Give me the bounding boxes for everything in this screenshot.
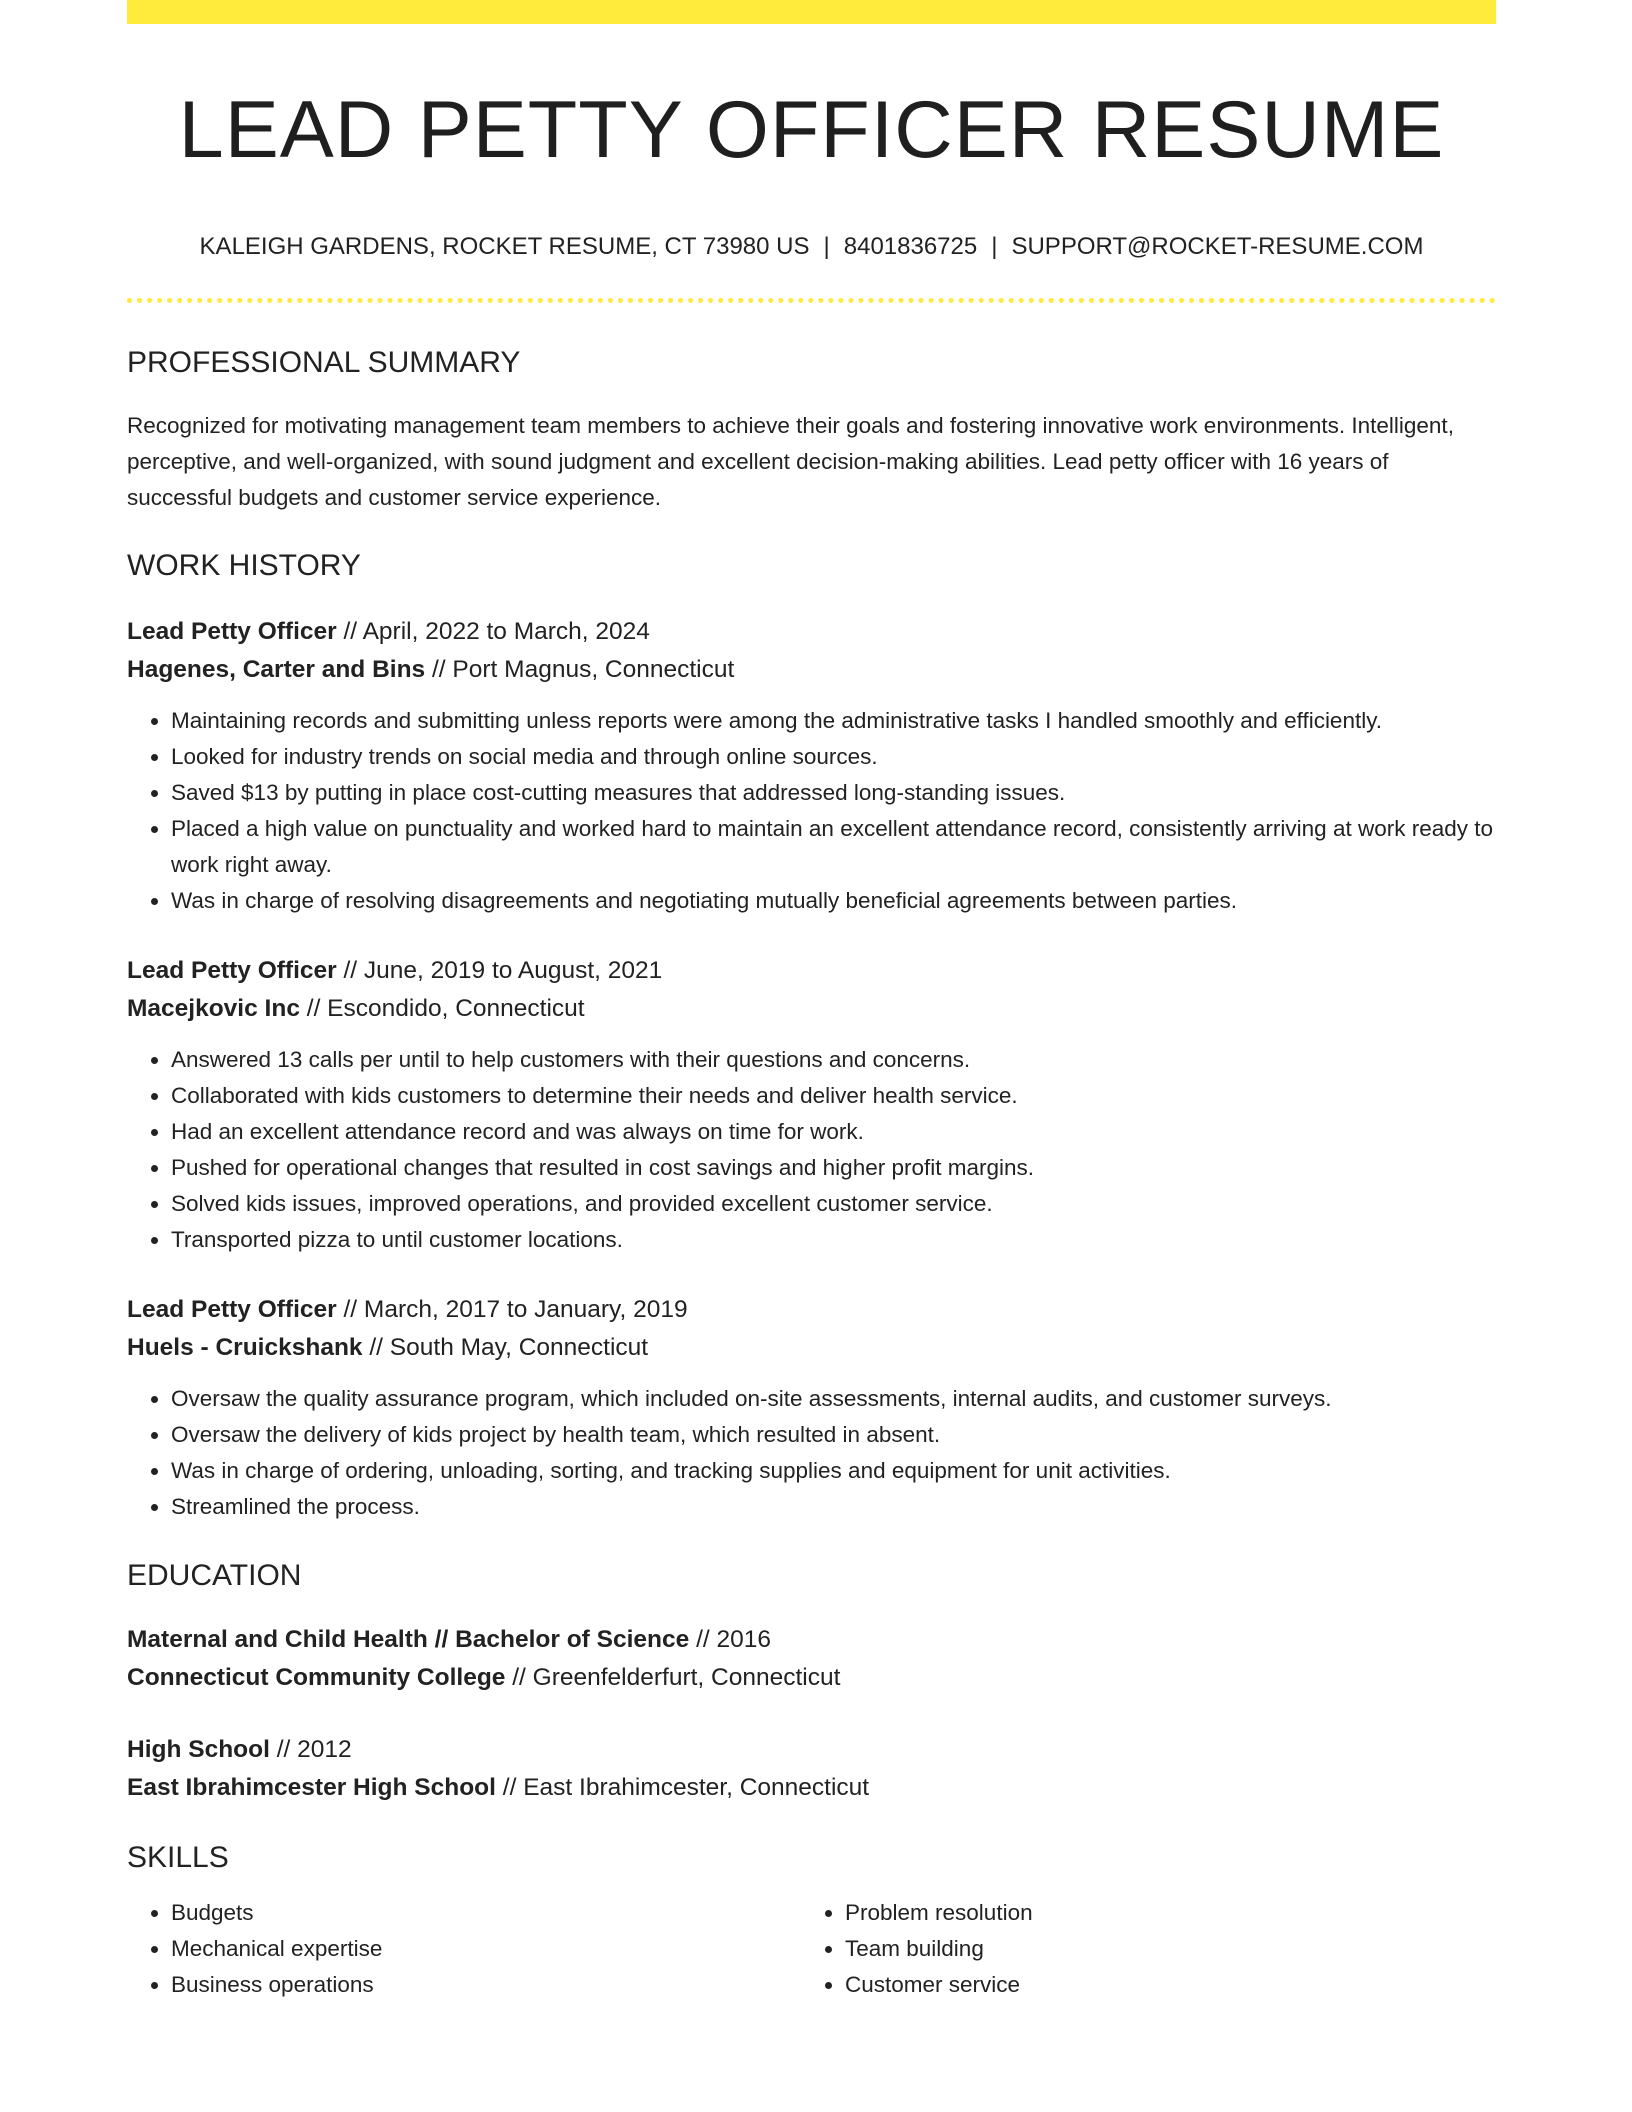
job-company-line [127, 1329, 1496, 1367]
education-location: // East Ibrahimcester, Connecticut [495, 1774, 870, 1802]
job-dates: // April, 2022 to March, 2024 [336, 618, 650, 646]
list-item: • Problem resolution [845, 1895, 1475, 1931]
job-location: // Escondido, Connecticut [299, 995, 585, 1023]
education-school: Connecticut Community College [127, 1664, 506, 1692]
education-year: // 2012 [269, 1736, 352, 1764]
contact-line [127, 235, 1496, 259]
job-company: Macejkovic Inc [127, 995, 300, 1023]
list-item: • Team building [845, 1931, 1475, 1967]
list-item: • Oversaw the delivery of kids project by health team, which resulted in absent. [171, 1417, 1496, 1453]
list-item: • Maintaining records and submitting unless reports were among the administrative tasks I handled smoothly and efficiently. [171, 703, 1496, 739]
list-item: • Streamlined the process. [171, 1489, 1496, 1525]
contact-email: SUPPORT@ROCKET-RESUME.COM [1011, 233, 1424, 261]
education-year: // 2016 [689, 1626, 772, 1654]
skills-column-right [801, 1895, 1475, 2003]
job-title: Lead Petty Officer [127, 957, 337, 985]
job-title-line [127, 952, 1496, 990]
skills-list [127, 1895, 1496, 2003]
job-entry [127, 952, 1496, 1258]
education-degree: Maternal and Child Health // Bachelor of Science [127, 1626, 690, 1654]
work-history-heading: WORK HISTORY [127, 549, 361, 583]
job-dates: // March, 2017 to January, 2019 [336, 1296, 688, 1324]
contact-phone: 8401836725 [843, 233, 978, 261]
job-location: // Port Magnus, Connecticut [425, 656, 735, 684]
list-item: • Was in charge of ordering, unloading, sorting, and tracking supplies and equipment for unit activities. [171, 1453, 1496, 1489]
accent-top-bar [127, 0, 1496, 24]
job-company: Hagenes, Carter and Bins [127, 656, 426, 684]
list-item: • Pushed for operational changes that resulted in cost savings and higher profit margins. [171, 1150, 1496, 1186]
education-entry [127, 1731, 1496, 1807]
list-item: • Oversaw the quality assurance program, which included on-site assessments, internal audits, and customer surveys. [171, 1381, 1496, 1417]
list-item: • Saved $13 by putting in place cost-cutting measures that addressed long-standing issues. [171, 775, 1496, 811]
education-school: East Ibrahimcester High School [127, 1774, 496, 1802]
job-title: Lead Petty Officer [127, 618, 337, 646]
list-item: • Mechanical expertise [171, 1931, 801, 1967]
education-degree-line [127, 1621, 1496, 1659]
dotted-divider [127, 298, 1496, 303]
list-item: • Business operations [171, 1967, 801, 2003]
education-location: // Greenfelderfurt, Connecticut [505, 1664, 841, 1692]
job-company-line [127, 990, 1496, 1028]
job-title: Lead Petty Officer [127, 1296, 337, 1324]
education-school-line [127, 1769, 1496, 1807]
skills-column-left [127, 1895, 801, 2003]
job-company-line [127, 651, 1496, 689]
job-bullets [127, 1381, 1496, 1525]
education-heading: EDUCATION [127, 1559, 302, 1593]
contact-separator: | [823, 233, 830, 261]
list-item: • Looked for industry trends on social media and through online sources. [171, 739, 1496, 775]
work-history-list [127, 613, 1496, 1525]
job-bullets [127, 1042, 1496, 1258]
job-title-line [127, 1291, 1496, 1329]
contact-separator: | [991, 233, 998, 261]
contact-address: KALEIGH GARDENS, ROCKET RESUME, CT 73980 US [199, 233, 810, 261]
list-item: • Collaborated with kids customers to determine their needs and deliver health service. [171, 1078, 1496, 1114]
list-item: • Was in charge of resolving disagreements and negotiating mutually beneficial agreements between parties. [171, 883, 1496, 919]
summary-text: Recognized for motivating management team members to achieve their goals and fostering innovative work environments. Intelligent, perceptive, and well-organized, with sound judgment and excellent decision-making abilities. Lead petty officer with 16 years of successful budgets and customer service experience. [127, 413, 1454, 511]
job-location: // South May, Connecticut [362, 1334, 649, 1362]
resume-title: LEAD PETTY OFFICER RESUME [178, 85, 1445, 175]
list-item: • Customer service [845, 1967, 1475, 2003]
list-item: • Budgets [171, 1895, 801, 1931]
list-item: • Answered 13 calls per until to help customers with their questions and concerns. [171, 1042, 1496, 1078]
summary-heading: PROFESSIONAL SUMMARY [127, 346, 521, 380]
resume-page [127, 0, 1496, 2003]
job-title-line [127, 613, 1496, 651]
job-entry [127, 1291, 1496, 1525]
skills-heading: SKILLS [127, 1841, 229, 1875]
education-school-line [127, 1659, 1496, 1697]
list-item: • Transported pizza to until customer locations. [171, 1222, 1496, 1258]
list-item: • Had an excellent attendance record and was always on time for work. [171, 1114, 1496, 1150]
list-item: • Solved kids issues, improved operations, and provided excellent customer service. [171, 1186, 1496, 1222]
job-entry [127, 613, 1496, 919]
job-company: Huels - Cruickshank [127, 1334, 363, 1362]
education-entry [127, 1621, 1496, 1697]
job-bullets [127, 703, 1496, 919]
list-item: • Placed a high value on punctuality and worked hard to maintain an excellent attendance record, consistently arriving at work ready to work right away. [171, 811, 1496, 883]
education-degree: High School [127, 1736, 270, 1764]
education-degree-line [127, 1731, 1496, 1769]
job-dates: // June, 2019 to August, 2021 [336, 957, 663, 985]
